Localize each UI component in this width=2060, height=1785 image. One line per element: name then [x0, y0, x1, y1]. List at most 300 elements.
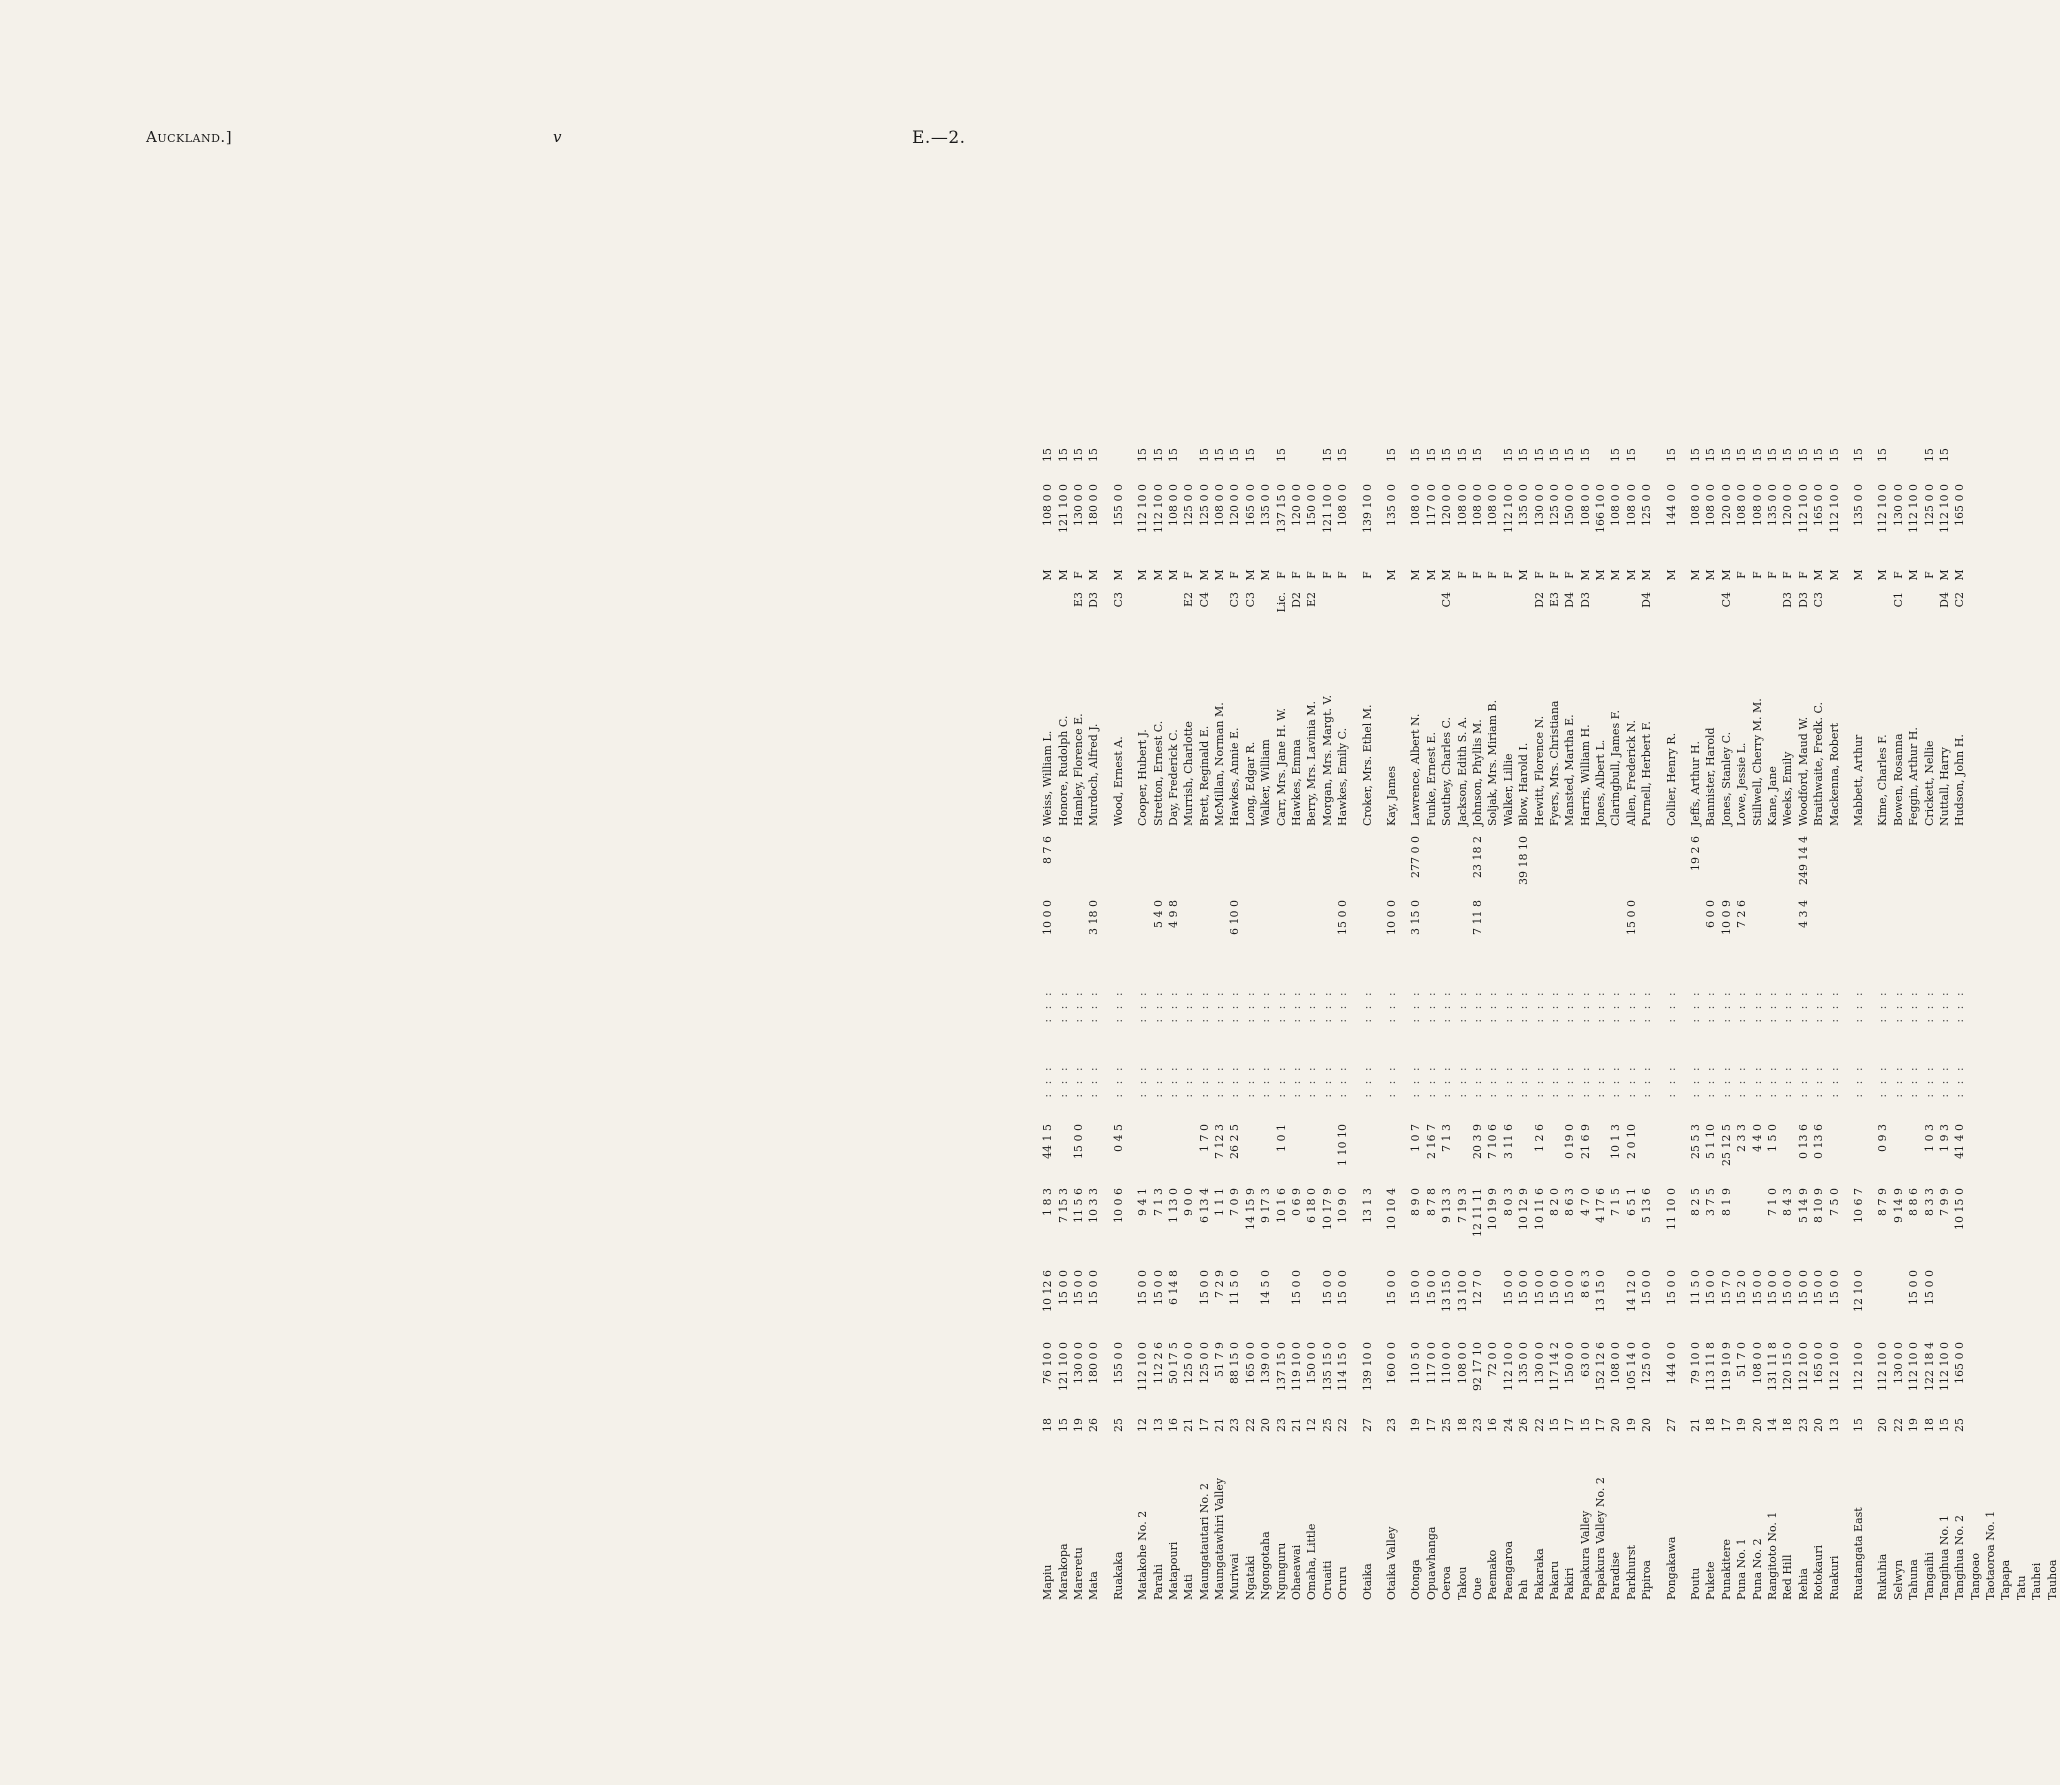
cell-ind: 15 [1041, 448, 1055, 462]
cell-bonus: 21 6 9 [1578, 1124, 1592, 1159]
cell-bonus: 10 1 3 [1609, 1124, 1623, 1159]
table-row [1181, 180, 1196, 1600]
cell-pay: 150 0 0 [1563, 484, 1577, 526]
cell-grade: 13 [1151, 1418, 1165, 1432]
cell-sex: M [1851, 569, 1865, 581]
cell-sum: 19 2 6 [1689, 836, 1703, 871]
cell-total: 8 7 8 [1424, 1188, 1438, 1216]
cell-bonus: 7 1 3 [1440, 1124, 1454, 1152]
cell-ind: 15 [1385, 448, 1398, 462]
cell-school: Puna No. 2 [1750, 1538, 1764, 1600]
cell-teacher: Hawkes, Emily C. [1336, 727, 1350, 826]
cell-bonus: 1 2 6 [1532, 1124, 1546, 1152]
cell-bonus: 0 9 3 [1876, 1124, 1890, 1152]
table-row [1906, 180, 1921, 1600]
cell-pay: 180 0 0 [1087, 484, 1101, 526]
cell-pay: 165 0 0 [1812, 484, 1826, 526]
cell-pay: 108 0 0 [1166, 484, 1180, 526]
cell-cls: C3 [1111, 592, 1125, 608]
cell-school: Paengaroa [1501, 1540, 1515, 1600]
cell-grade: 20 [1609, 1418, 1623, 1432]
cell-pay: 108 0 0 [1624, 484, 1638, 526]
leader-dots: : : : [1182, 989, 1196, 1023]
cell-teacher: Walker, William [1259, 739, 1273, 826]
table-row [1212, 180, 1227, 1600]
cell-total: 1 1 1 [1213, 1188, 1227, 1216]
cell-salary: 125 0 0 [1197, 1342, 1211, 1384]
cell-sex: M [1907, 569, 1921, 581]
cell-ind: 15 [1243, 448, 1257, 462]
cell-salary: 139 0 0 [1259, 1342, 1273, 1384]
cell-grade: 21 [1689, 1418, 1703, 1432]
row-gap [1126, 180, 1135, 1600]
cell-salary: 88 15 0 [1228, 1342, 1242, 1384]
leader-dots: : : : [1735, 989, 1749, 1023]
cell-school: Red Hill [1781, 1554, 1795, 1600]
cell-pay: 108 0 0 [1578, 484, 1592, 526]
table-row [1439, 180, 1454, 1600]
cell-pay: 112 10 0 [1907, 484, 1921, 533]
cell-sex: M [1689, 569, 1703, 581]
cell-rent: 15 0 0 [1750, 1270, 1764, 1305]
cell-sex: M [1517, 569, 1531, 581]
cell-ind: 15 [1812, 448, 1826, 462]
leader-dots: : : : [1486, 989, 1500, 1023]
cell-sum: 39 18 10 [1517, 836, 1531, 885]
cell-pay: 112 10 0 [1796, 484, 1810, 533]
cell-grade: 15 [1056, 1418, 1070, 1432]
cell-grade: 18 [1041, 1418, 1055, 1432]
cell-school: Ohaeawai [1290, 1544, 1304, 1600]
cell-teacher: Hamley, Florence E. [1071, 713, 1085, 826]
cell-school: Ruakuri [1827, 1555, 1841, 1600]
cell-total: 9 13 3 [1440, 1188, 1454, 1223]
cell-extra: 10 0 0 [1385, 900, 1398, 935]
cell-school: Mata [1087, 1571, 1101, 1600]
table-row [1384, 180, 1399, 1600]
cell-rent: 13 10 0 [1455, 1270, 1469, 1312]
leader-dots: : : : [1876, 1064, 1890, 1098]
cell-salary: 112 10 0 [1851, 1342, 1865, 1391]
table-row [1967, 180, 1982, 1600]
cell-teacher: Long, Edgar R. [1243, 741, 1257, 826]
cell-bonus: 0 13 6 [1796, 1124, 1810, 1159]
cell-total: 1 13 0 [1166, 1188, 1180, 1223]
cell-teacher: Feggin, Arthur H. [1907, 727, 1921, 826]
cell-total: 10 17 9 [1320, 1188, 1334, 1230]
cell-ind: 15 [1470, 448, 1484, 462]
cell-grade: 23 [1274, 1418, 1288, 1432]
leader-dots: : : : [1735, 1064, 1749, 1098]
leader-dots: : : : [1455, 1064, 1469, 1098]
row-gap [1679, 180, 1688, 1600]
cell-total: 10 1 6 [1274, 1188, 1288, 1223]
cell-grade: 17 [1594, 1418, 1608, 1432]
leader-dots: : : : [1547, 1064, 1561, 1098]
leader-dots: : : : [1851, 989, 1865, 1023]
cell-extra: 10 0 9 [1719, 900, 1733, 935]
cell-sex: F [1735, 571, 1749, 579]
leader-dots: : : : [1907, 1064, 1921, 1098]
cell-sex: M [1409, 569, 1423, 581]
cell-sex: F [1182, 571, 1196, 579]
cell-ind: 15 [1424, 448, 1438, 462]
cell-total: 7 1 5 [1609, 1188, 1623, 1216]
cell-teacher: Crickett, Nellie [1922, 740, 1936, 826]
cell-total: 7 1 3 [1151, 1188, 1165, 1216]
cell-cls: E3 [1547, 592, 1561, 608]
cell-rent: 15 0 0 [1781, 1270, 1795, 1305]
cell-school: Omaha, Little [1305, 1523, 1319, 1600]
table-row [1485, 180, 1500, 1600]
cell-total: 8 9 0 [1409, 1188, 1423, 1216]
cell-sex: M [1197, 569, 1211, 581]
cell-rent: 15 0 0 [1320, 1270, 1334, 1305]
cell-salary: 125 0 0 [1182, 1342, 1196, 1384]
cell-extra: 7 2 6 [1735, 900, 1749, 928]
cell-teacher: Johnson, Phyllis M. [1470, 719, 1484, 826]
cell-cls: D3 [1796, 592, 1810, 608]
cell-rent: 14 5 0 [1259, 1270, 1273, 1305]
leader-dots: : : : [1624, 1064, 1638, 1098]
leader-dots: : : : [1640, 989, 1654, 1023]
cell-grade: 18 [1704, 1418, 1718, 1432]
leader-dots: : : : [1336, 1064, 1350, 1098]
cell-rent: 13 15 0 [1440, 1270, 1454, 1312]
cell-pay: 112 10 0 [1136, 484, 1150, 533]
leader-dots: : : : [1136, 1064, 1150, 1098]
cell-total: 6 5 1 [1624, 1188, 1638, 1216]
cell-sex: F [1765, 571, 1779, 579]
leader-dots: : : : [1594, 989, 1608, 1023]
cell-sex: F [1532, 571, 1546, 579]
leader-dots: : : : [1290, 989, 1304, 1023]
row-gap [1866, 180, 1875, 1600]
leader-dots: : : : [1827, 1064, 1841, 1098]
cell-school: Pakaru [1547, 1560, 1561, 1600]
cell-ind: 15 [1409, 448, 1423, 462]
cell-salary: 180 0 0 [1087, 1342, 1101, 1384]
table-row [1320, 180, 1335, 1600]
leader-dots: : : : [1851, 1064, 1865, 1098]
cell-bonus: 1 0 7 [1409, 1124, 1423, 1152]
cell-school: Parkhurst [1624, 1545, 1638, 1600]
cell-school: Punakitere [1719, 1538, 1733, 1600]
cell-grade: 26 [1087, 1418, 1101, 1432]
cell-cls: C4 [1440, 592, 1454, 608]
cell-grade: 25 [1440, 1418, 1454, 1432]
cell-ind: 15 [1087, 448, 1101, 462]
cell-total: 7 1 0 [1765, 1188, 1779, 1216]
table-row [1663, 180, 1678, 1600]
cell-salary: 135 0 0 [1517, 1342, 1531, 1384]
leader-dots: : : : [1197, 989, 1211, 1023]
cell-rent: 15 0 0 [1501, 1270, 1515, 1305]
cell-sex: M [1151, 569, 1165, 581]
cell-school: Mareretu [1071, 1547, 1085, 1600]
cell-pay: 108 0 0 [1735, 484, 1749, 526]
row-gap [1399, 180, 1408, 1600]
cell-bonus: 26 2 5 [1228, 1124, 1242, 1159]
table-row [1937, 180, 1952, 1600]
cell-cls: D3 [1087, 592, 1101, 608]
leader-dots: : : : [1689, 989, 1703, 1023]
cell-teacher: Woodford, Maud W. [1796, 716, 1810, 826]
cell-salary: 79 10 0 [1689, 1342, 1703, 1384]
table-row [1593, 180, 1608, 1600]
cell-total: 8 1 9 [1719, 1188, 1733, 1216]
leader-dots: : : : [1228, 989, 1242, 1023]
cell-rent: 15 0 0 [1087, 1270, 1101, 1305]
cell-ind: 15 [1056, 448, 1070, 462]
table-row [1243, 180, 1258, 1600]
cell-school: Marakopa [1056, 1543, 1070, 1600]
cell-pay: 125 0 0 [1197, 484, 1211, 526]
leader-dots: : : : [1796, 1064, 1810, 1098]
cell-school: Tangoao [1968, 1553, 1982, 1600]
cell-grade: 17 [1197, 1418, 1211, 1432]
cell-grade: 17 [1719, 1418, 1733, 1432]
cell-rent: 15 0 0 [1907, 1270, 1921, 1305]
cell-sex: M [1111, 569, 1125, 581]
cell-teacher: Kime, Charles F. [1876, 734, 1890, 826]
cell-grade: 16 [1166, 1418, 1180, 1432]
cell-sex: M [1594, 569, 1608, 581]
cell-salary: 114 15 0 [1336, 1342, 1350, 1391]
running-header-reference: E.—2. [912, 128, 966, 148]
cell-ind: 15 [1750, 448, 1764, 462]
cell-total: 10 15 0 [1953, 1188, 1967, 1230]
leader-dots: : : : [1041, 989, 1055, 1023]
cell-grade: 27 [1360, 1418, 1374, 1432]
cell-salary: 112 10 0 [1876, 1342, 1890, 1391]
leader-dots: : : : [1937, 1064, 1951, 1098]
cell-grade: 20 [1259, 1418, 1273, 1432]
leader-dots: : : : [1704, 989, 1718, 1023]
table-row [1796, 180, 1811, 1600]
table-row [1359, 180, 1374, 1600]
cell-teacher: Walker, Lillie [1501, 753, 1515, 826]
cell-teacher: Mansted, Martha E. [1563, 714, 1577, 826]
cell-rent: 15 0 0 [1151, 1270, 1165, 1305]
cell-bonus: 3 11 6 [1501, 1124, 1515, 1159]
cell-rent: 15 0 0 [1563, 1270, 1577, 1305]
cell-salary: 105 14 0 [1624, 1342, 1638, 1391]
cell-teacher: Lawrence, Albert N. [1409, 713, 1423, 826]
cell-cls: C3 [1812, 592, 1826, 608]
cell-pay: 125 0 0 [1182, 484, 1196, 526]
cell-bonus: 7 12 3 [1213, 1124, 1227, 1159]
cell-teacher: Soljak, Mrs. Miriam B. [1486, 699, 1500, 826]
leader-dots: : : : [1274, 1064, 1288, 1098]
cell-pay: 135 0 0 [1259, 484, 1273, 526]
cell-extra: 7 11 8 [1470, 900, 1484, 935]
cell-grade: 19 [1071, 1418, 1085, 1432]
cell-sex: F [1071, 571, 1085, 579]
cell-teacher: Jones, Albert L. [1594, 739, 1608, 826]
cell-rent: 15 0 0 [1136, 1270, 1150, 1305]
cell-pay: 120 0 0 [1719, 484, 1733, 526]
cell-sum: 277 0 0 [1409, 836, 1423, 878]
cell-total: 8 6 3 [1563, 1188, 1577, 1216]
cell-sex: F [1563, 571, 1577, 579]
cell-cls: D3 [1781, 592, 1795, 608]
leader-dots: : : : [1781, 989, 1795, 1023]
cell-teacher: Allen, Frederick N. [1624, 719, 1638, 826]
cell-ind: 15 [1827, 448, 1841, 462]
cell-school: Rotokauri [1812, 1544, 1826, 1600]
leader-dots: : : : [1578, 989, 1592, 1023]
cell-rent: 15 2 0 [1735, 1270, 1749, 1305]
leader-dots: : : : [1213, 1064, 1227, 1098]
table-row [1424, 180, 1439, 1600]
cell-grade: 25 [1111, 1418, 1125, 1432]
leader-dots: : : : [1953, 989, 1967, 1023]
leader-dots: : : : [1532, 1064, 1546, 1098]
cell-teacher: Murrish, Charlotte [1182, 721, 1196, 826]
cell-total: 10 10 4 [1385, 1188, 1398, 1230]
table-row [1197, 180, 1212, 1600]
table-row [1688, 180, 1703, 1600]
cell-bonus: 2 3 3 [1735, 1124, 1749, 1152]
cell-rent: 6 14 8 [1166, 1270, 1180, 1305]
cell-bonus: 0 19 0 [1563, 1124, 1577, 1159]
cell-rent: 12 10 0 [1851, 1270, 1865, 1312]
leader-dots: : : : [1228, 1064, 1242, 1098]
cell-salary: 117 14 2 [1547, 1342, 1561, 1391]
cell-cls: C4 [1197, 592, 1211, 608]
cell-ind: 15 [1876, 448, 1890, 462]
cell-cls: C2 [1953, 592, 1967, 608]
cell-school: Otaika [1360, 1563, 1374, 1600]
cell-total: 8 7 9 [1876, 1188, 1890, 1216]
cell-salary: 51 7 9 [1213, 1342, 1227, 1377]
leader-dots: : : : [1151, 989, 1165, 1023]
table-row [1952, 180, 1967, 1600]
cell-school: Papakura Valley No. 2 [1594, 1477, 1608, 1600]
leader-dots: : : : [1922, 989, 1936, 1023]
cell-teacher: Morgan, Mrs. Margt. V. [1320, 694, 1334, 826]
cell-pay: 108 0 0 [1486, 484, 1500, 526]
cell-salary: 110 0 0 [1440, 1342, 1454, 1384]
table-row [1408, 180, 1423, 1600]
cell-cls: E3 [1071, 592, 1085, 608]
cell-total: 7 9 9 [1937, 1188, 1951, 1216]
cell-total: 9 14 9 [1891, 1188, 1905, 1223]
cell-salary: 135 15 0 [1320, 1342, 1334, 1391]
cell-bonus: 25 5 3 [1689, 1124, 1703, 1159]
cell-school: Matapouri [1166, 1541, 1180, 1600]
cell-total: 6 18 0 [1305, 1188, 1319, 1223]
cell-teacher: Mackenna, Robert [1827, 722, 1841, 826]
cell-rent: 15 0 0 [1197, 1270, 1211, 1305]
cell-ind: 15 [1937, 448, 1951, 462]
table-row [1258, 180, 1273, 1600]
cell-sex: F [1501, 571, 1515, 579]
leader-dots: : : : [1274, 989, 1288, 1023]
cell-grade: 22 [1891, 1418, 1905, 1432]
cell-sex: M [1664, 569, 1678, 581]
cell-sex: F [1336, 571, 1350, 579]
cell-pay: 112 10 0 [1937, 484, 1951, 533]
cell-total: 6 13 4 [1197, 1188, 1211, 1223]
leader-dots: : : : [1385, 1064, 1398, 1098]
cell-total: 8 4 3 [1781, 1188, 1795, 1216]
cell-rent: 12 7 0 [1470, 1270, 1484, 1305]
cell-sex: M [1876, 569, 1890, 581]
cell-total: 8 3 3 [1922, 1188, 1936, 1216]
leader-dots: : : : [1305, 1064, 1319, 1098]
cell-total: 1 8 3 [1041, 1188, 1055, 1216]
cell-sex: M [1136, 569, 1150, 581]
cell-teacher: Blow, Harold I. [1517, 742, 1531, 826]
cell-sex: M [1812, 569, 1826, 581]
cell-sex: M [1953, 569, 1967, 581]
cell-school: Maungatawhiri Valley [1213, 1477, 1227, 1600]
table-row [1111, 180, 1126, 1600]
cell-grade: 15 [1578, 1418, 1592, 1432]
cell-school: Ngunguru [1274, 1542, 1288, 1600]
cell-teacher: Kane, Jane [1765, 766, 1779, 826]
table-row [1289, 180, 1304, 1600]
cell-salary: 112 2 6 [1151, 1342, 1165, 1384]
cell-pay: 121 10 0 [1320, 484, 1334, 533]
cell-sex: M [1578, 569, 1592, 581]
leader-dots: : : : [1796, 989, 1810, 1023]
cell-bonus: 2 16 7 [1424, 1124, 1438, 1159]
cell-total: 12 11 11 [1470, 1188, 1484, 1237]
cell-sex: F [1922, 571, 1936, 579]
leader-dots: : : : [1087, 989, 1101, 1023]
cell-ind: 15 [1664, 448, 1678, 462]
cell-total: 4 17 6 [1594, 1188, 1608, 1223]
table-row [2029, 180, 2044, 1600]
cell-pay: 135 0 0 [1517, 484, 1531, 526]
cell-sex: M [1640, 569, 1654, 581]
cell-sex: F [1796, 571, 1810, 579]
cell-bonus: 7 10 6 [1486, 1124, 1500, 1159]
cell-salary: 112 10 0 [1136, 1342, 1150, 1391]
cell-teacher: Harris, William H. [1578, 724, 1592, 826]
cell-total: 9 0 0 [1182, 1188, 1196, 1216]
leader-dots: : : : [1532, 989, 1546, 1023]
cell-salary: 120 15 0 [1781, 1342, 1795, 1391]
cell-bonus: 0 13 6 [1812, 1124, 1826, 1159]
cell-rent: 15 0 0 [1290, 1270, 1304, 1305]
leader-dots: : : : [1765, 989, 1779, 1023]
cell-rent: 15 0 0 [1071, 1270, 1085, 1305]
cell-pay: 130 0 0 [1071, 484, 1085, 526]
leader-dots: : : : [1111, 989, 1125, 1023]
cell-sex: M [1243, 569, 1257, 581]
table-row [1166, 180, 1181, 1600]
cell-bonus: 2 0 10 [1624, 1124, 1638, 1159]
cell-cls: D2 [1290, 592, 1304, 608]
cell-salary: 144 0 0 [1664, 1342, 1678, 1384]
cell-pay: 166 10 0 [1594, 484, 1608, 533]
cell-sex: F [1305, 571, 1319, 579]
leader-dots: : : : [1517, 989, 1531, 1023]
cell-salary: 119 10 0 [1290, 1342, 1304, 1391]
cell-school: Oruaiti [1320, 1560, 1334, 1600]
leader-dots: : : : [1056, 1064, 1070, 1098]
cell-sum: 8 7 6 [1041, 836, 1055, 864]
cell-grade: 17 [1424, 1418, 1438, 1432]
leader-dots: : : : [1071, 989, 1085, 1023]
cell-ind: 15 [1455, 448, 1469, 462]
leader-dots: : : : [1455, 989, 1469, 1023]
cell-grade: 13 [1827, 1418, 1841, 1432]
